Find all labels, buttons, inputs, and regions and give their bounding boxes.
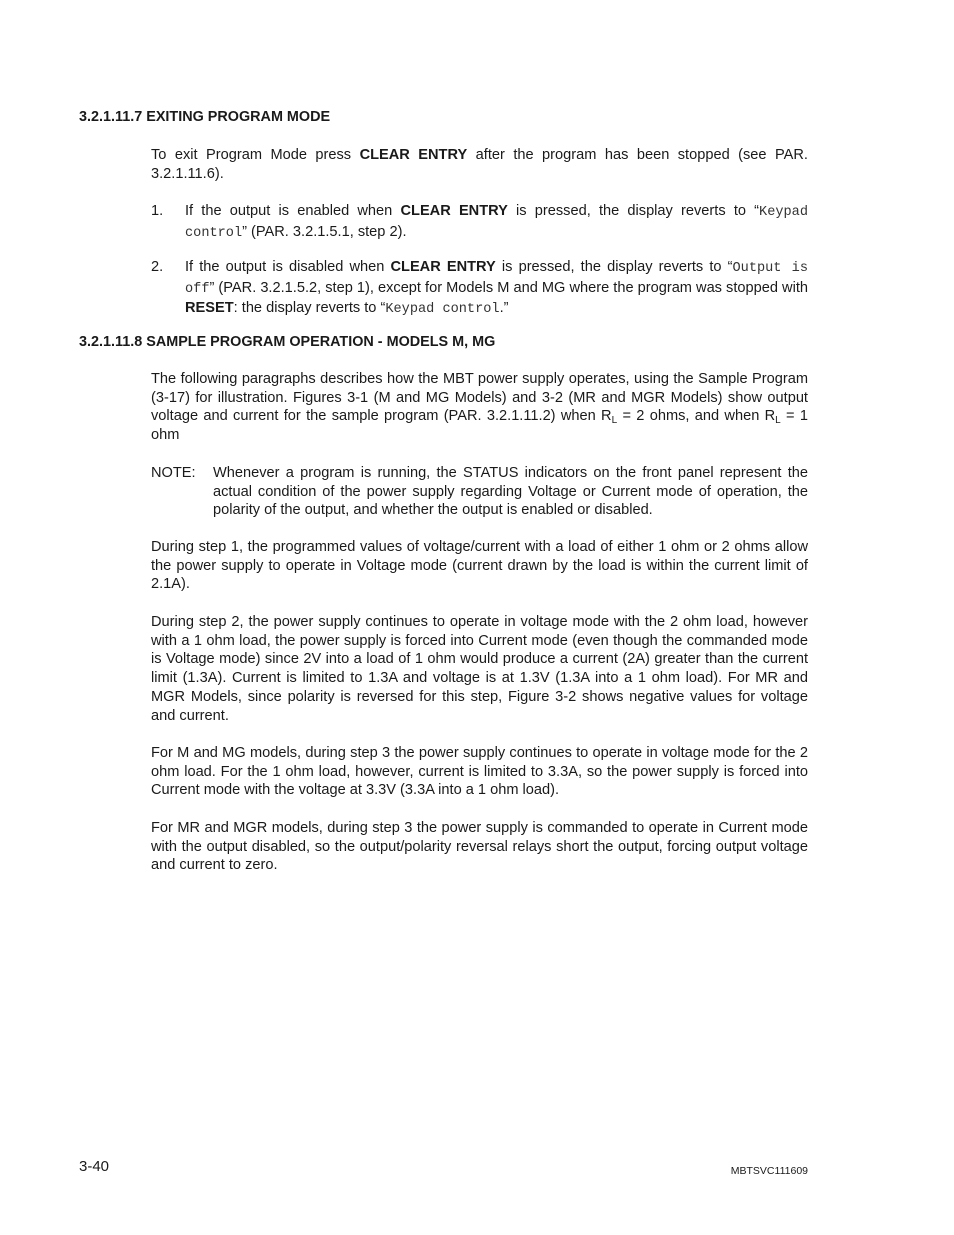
note-text: Whenever a program is running, the STATUS indicators on the front panel represent the actual condition of the power supply regarding Voltage or Current mode of operation, the polarity of the output, and whether the output is enabled or disabled. (213, 465, 808, 519)
clear-entry-key-label: CLEAR ENTRY (400, 203, 508, 219)
para-text-pre: The following paragraphs describes how the MBT power supply operates, using the Sample Program (3-17) for illustration. Figures 3-1 (M and MG Models) and 3-2 (MR and MGR Models) show output voltage and current for the sample program (PAR. 3.2.1.11.2) when R (151, 371, 808, 425)
list-item-number: 2. (151, 259, 164, 275)
item-text-mid2: ” (PAR. 3.2.1.5.2, step 1), except for Models M and MG where the program was stopped with (209, 279, 808, 296)
item-text-post: ” (PAR. 3.2.1.5.1, step 2). (242, 223, 407, 240)
subscript-l: L (775, 415, 781, 427)
clear-entry-key-label: CLEAR ENTRY (390, 259, 496, 275)
note-block (151, 464, 808, 520)
step-3-m-mg-paragraph: For M and MG models, during step 3 the power supply continues to operate in voltage mode for the 2 ohm load. For the 1 ohm load, however, current is limited to 3.3A, so the power supply is forced into Current mode with the voltage at 3.3V (3.3A into a 1 ohm load). (151, 745, 808, 799)
exit-program-intro-paragraph (151, 146, 808, 183)
item-text-pre: If the output is disabled when (185, 259, 391, 275)
list-item (151, 258, 808, 320)
note-label: NOTE: (151, 465, 196, 481)
list-item-text (185, 258, 808, 320)
para-text-mid: = 2 ohms, and when R (617, 408, 776, 425)
item-text-pre: If the output is enabled when (185, 203, 401, 219)
document-code: MBTSVC111609 (730, 1165, 808, 1177)
item-text-post: .” (499, 300, 509, 317)
sample-program-intro-paragraph (151, 370, 808, 445)
display-message-code: Keypad control (185, 205, 808, 241)
clear-entry-key-label: CLEAR ENTRY (359, 147, 468, 163)
list-item-number: 1. (151, 203, 164, 219)
intro-text-pre: To exit Program Mode press (151, 147, 360, 163)
display-message-code: Output is off (185, 261, 808, 297)
section-heading-exiting-program-mode: 3.2.1.11.7 EXITING PROGRAM MODE (79, 109, 331, 125)
list-item-text (185, 202, 808, 243)
item-text-mid: is pressed, the display reverts to “ (495, 259, 733, 275)
item-text-mid3: : the display reverts to “ (233, 300, 386, 317)
item-text-mid: is pressed, the display reverts to “ (507, 203, 760, 219)
reset-key-label: RESET (185, 300, 234, 317)
page-number: 3-40 (79, 1158, 110, 1175)
step-1-paragraph: During step 1, the programmed values of voltage/current with a load of either 1 ohm or 2 ohms allow the power supply to operate in Voltage mode (current drawn by the load is within the current limit of 2.1A). (151, 539, 808, 593)
intro-text-post: after the program has been stopped (see PAR. 3.2.1.11.6). (151, 147, 808, 182)
step-2-paragraph: During step 2, the power supply continues to operate in voltage mode with the 2 ohm load, however with a 1 ohm load, the power supply is forced into Current mode (even though the commanded mode is Voltage mode) since 2V into a load of 1 ohm would produce a current (2A) greater than the current limit (1.3A). Current is limited to 1.3A and voltage is at 1.3V (1.3A into a 1 ohm load). For MR and MGR Models, since polarity is reversed for this step, Figure 3-2 shows negative values for voltage and current. (151, 614, 808, 724)
subscript-l: L (611, 415, 618, 427)
step-3-mr-mgr-paragraph: For MR and MGR models, during step 3 the power supply is commanded to operate in Current mode with the output disabled, so the output/polarity reversal relays short the output, forcing output voltage and current to zero. (151, 820, 808, 874)
display-message-code: Keypad control (385, 302, 500, 318)
section-heading-sample-program-operation: 3.2.1.11.8 SAMPLE PROGRAM OPERATION - MODELS M, MG (79, 334, 496, 350)
list-item (151, 202, 808, 243)
para-text-post: = 1 ohm (151, 408, 808, 444)
